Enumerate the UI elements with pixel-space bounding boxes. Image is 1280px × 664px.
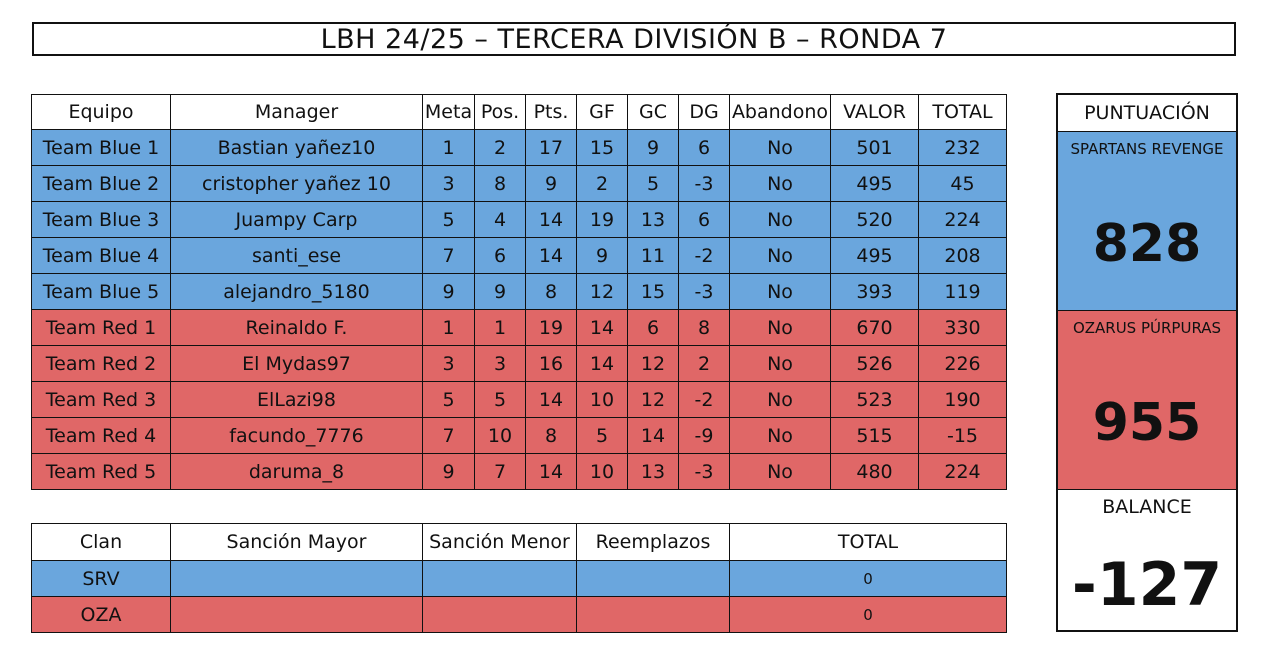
- header-total: TOTAL: [730, 524, 1007, 561]
- cell-pts: 9: [526, 166, 577, 202]
- cell-total: 224: [919, 454, 1007, 490]
- cell-team: Team Blue 3: [32, 202, 171, 238]
- red-clan-name: OZARUS PÚRPURAS: [1072, 319, 1222, 337]
- cell-reemplazos: [577, 561, 730, 597]
- cell-sancion-mayor: [171, 597, 423, 633]
- blue-clan-name: SPARTANS REVENGE: [1070, 140, 1224, 158]
- cell-gc: 14: [628, 418, 679, 454]
- cell-meta: 9: [423, 274, 475, 310]
- blue-clan-score-box: [1058, 132, 1236, 311]
- cell-gc: 6: [628, 310, 679, 346]
- balance-label: BALANCE: [1102, 496, 1192, 518]
- cell-clan: SRV: [32, 561, 171, 597]
- score-panel-header: PUNTUACIÓN: [1058, 95, 1236, 132]
- cell-pos: 4: [475, 202, 526, 238]
- cell-dg: 2: [679, 346, 730, 382]
- cell-meta: 5: [423, 202, 475, 238]
- standings-header-row: [32, 95, 1007, 130]
- cell-total: 0: [730, 597, 1007, 633]
- header-team: Equipo: [32, 95, 171, 130]
- cell-meta: 9: [423, 454, 475, 490]
- cell-dg: -2: [679, 238, 730, 274]
- cell-gc: 12: [628, 382, 679, 418]
- cell-sancion-menor: [423, 597, 577, 633]
- cell-valor: 501: [831, 130, 919, 166]
- cell-team: Team Blue 2: [32, 166, 171, 202]
- cell-dg: -3: [679, 454, 730, 490]
- cell-total: -15: [919, 418, 1007, 454]
- cell-gc: 12: [628, 346, 679, 382]
- cell-meta: 7: [423, 418, 475, 454]
- cell-gc: 13: [628, 454, 679, 490]
- header-pts: Pts.: [526, 95, 577, 130]
- cell-dg: 6: [679, 202, 730, 238]
- sanctions-table: [31, 523, 1007, 633]
- cell-sancion-mayor: [171, 561, 423, 597]
- cell-gc: 9: [628, 130, 679, 166]
- cell-meta: 5: [423, 382, 475, 418]
- cell-pos: 2: [475, 130, 526, 166]
- cell-pts: 14: [526, 454, 577, 490]
- cell-pts: 14: [526, 202, 577, 238]
- header-sancion-menor: Sanción Menor: [423, 524, 577, 561]
- cell-manager: ElLazi98: [171, 382, 423, 418]
- cell-gc: 15: [628, 274, 679, 310]
- balance-box: [1058, 490, 1236, 630]
- cell-gf: 12: [577, 274, 628, 310]
- table-row: [32, 202, 1007, 238]
- cell-valor: 520: [831, 202, 919, 238]
- cell-gf: 19: [577, 202, 628, 238]
- cell-total: 330: [919, 310, 1007, 346]
- red-clan-score: 955: [1092, 393, 1202, 453]
- cell-gf: 10: [577, 454, 628, 490]
- cell-pos: 10: [475, 418, 526, 454]
- cell-valor: 523: [831, 382, 919, 418]
- table-row: [32, 310, 1007, 346]
- cell-pos: 6: [475, 238, 526, 274]
- cell-meta: 1: [423, 130, 475, 166]
- cell-meta: 3: [423, 166, 475, 202]
- cell-gf: 2: [577, 166, 628, 202]
- cell-manager: Reinaldo F.: [171, 310, 423, 346]
- red-clan-score-box: [1058, 311, 1236, 490]
- cell-valor: 393: [831, 274, 919, 310]
- cell-gf: 5: [577, 418, 628, 454]
- cell-total: 119: [919, 274, 1007, 310]
- cell-valor: 526: [831, 346, 919, 382]
- cell-manager: santi_ese: [171, 238, 423, 274]
- cell-abandono: No: [730, 454, 831, 490]
- cell-pts: 16: [526, 346, 577, 382]
- table-row: [32, 130, 1007, 166]
- cell-clan: OZA: [32, 597, 171, 633]
- cell-valor: 480: [831, 454, 919, 490]
- header-clan: Clan: [32, 524, 171, 561]
- cell-team: Team Blue 5: [32, 274, 171, 310]
- cell-total: 232: [919, 130, 1007, 166]
- cell-gf: 14: [577, 310, 628, 346]
- cell-meta: 3: [423, 346, 475, 382]
- cell-pts: 8: [526, 418, 577, 454]
- header-pos: Pos.: [475, 95, 526, 130]
- cell-gf: 10: [577, 382, 628, 418]
- cell-pos: 7: [475, 454, 526, 490]
- cell-dg: -3: [679, 166, 730, 202]
- header-abandono: Abandono: [730, 95, 831, 130]
- cell-manager: El Mydas97: [171, 346, 423, 382]
- cell-abandono: No: [730, 130, 831, 166]
- cell-abandono: No: [730, 274, 831, 310]
- cell-team: Team Red 3: [32, 382, 171, 418]
- cell-gf: 9: [577, 238, 628, 274]
- cell-dg: -2: [679, 382, 730, 418]
- cell-pts: 14: [526, 382, 577, 418]
- cell-manager: daruma_8: [171, 454, 423, 490]
- table-row: [32, 346, 1007, 382]
- cell-valor: 670: [831, 310, 919, 346]
- cell-dg: -9: [679, 418, 730, 454]
- header-valor: VALOR: [831, 95, 919, 130]
- cell-gf: 14: [577, 346, 628, 382]
- cell-pos: 9: [475, 274, 526, 310]
- cell-team: Team Red 2: [32, 346, 171, 382]
- cell-dg: 6: [679, 130, 730, 166]
- cell-manager: facundo_7776: [171, 418, 423, 454]
- cell-meta: 7: [423, 238, 475, 274]
- cell-pos: 8: [475, 166, 526, 202]
- table-row: [32, 166, 1007, 202]
- cell-total: 190: [919, 382, 1007, 418]
- blue-clan-score: 828: [1092, 214, 1202, 274]
- cell-pts: 8: [526, 274, 577, 310]
- cell-valor: 495: [831, 166, 919, 202]
- cell-pts: 19: [526, 310, 577, 346]
- cell-abandono: No: [730, 346, 831, 382]
- sanctions-header-row: [32, 524, 1007, 561]
- cell-pts: 17: [526, 130, 577, 166]
- cell-pos: 3: [475, 346, 526, 382]
- cell-pts: 14: [526, 238, 577, 274]
- page-title: LBH 24/25 – TERCERA DIVISIÓN B – RONDA 7: [32, 22, 1236, 56]
- cell-manager: alejandro_5180: [171, 274, 423, 310]
- table-row: [32, 454, 1007, 490]
- header-meta: Meta: [423, 95, 475, 130]
- header-manager: Manager: [171, 95, 423, 130]
- cell-dg: 8: [679, 310, 730, 346]
- header-dg: DG: [679, 95, 730, 130]
- cell-manager: Bastian yañez10: [171, 130, 423, 166]
- cell-team: Team Blue 4: [32, 238, 171, 274]
- header-sancion-mayor: Sanción Mayor: [171, 524, 423, 561]
- table-row: [32, 382, 1007, 418]
- cell-manager: Juampy Carp: [171, 202, 423, 238]
- cell-abandono: No: [730, 418, 831, 454]
- score-panel: [1056, 93, 1238, 632]
- cell-valor: 515: [831, 418, 919, 454]
- table-row: [32, 561, 1007, 597]
- cell-abandono: No: [730, 238, 831, 274]
- cell-dg: -3: [679, 274, 730, 310]
- standings-body: [32, 130, 1007, 490]
- table-row: [32, 274, 1007, 310]
- cell-gc: 11: [628, 238, 679, 274]
- cell-total: 224: [919, 202, 1007, 238]
- cell-reemplazos: [577, 597, 730, 633]
- cell-gc: 5: [628, 166, 679, 202]
- sanctions-body: [32, 561, 1007, 633]
- cell-abandono: No: [730, 382, 831, 418]
- cell-total: 226: [919, 346, 1007, 382]
- cell-abandono: No: [730, 310, 831, 346]
- cell-pos: 5: [475, 382, 526, 418]
- standings-table: [31, 94, 1007, 490]
- cell-team: Team Red 4: [32, 418, 171, 454]
- header-total: TOTAL: [919, 95, 1007, 130]
- cell-total: 0: [730, 561, 1007, 597]
- cell-meta: 1: [423, 310, 475, 346]
- table-row: [32, 238, 1007, 274]
- cell-sancion-menor: [423, 561, 577, 597]
- cell-team: Team Red 5: [32, 454, 171, 490]
- table-row: [32, 418, 1007, 454]
- cell-total: 208: [919, 238, 1007, 274]
- cell-abandono: No: [730, 202, 831, 238]
- cell-team: Team Red 1: [32, 310, 171, 346]
- cell-team: Team Blue 1: [32, 130, 171, 166]
- cell-total: 45: [919, 166, 1007, 202]
- header-gf: GF: [577, 95, 628, 130]
- cell-gc: 13: [628, 202, 679, 238]
- cell-pos: 1: [475, 310, 526, 346]
- header-gc: GC: [628, 95, 679, 130]
- cell-manager: cristopher yañez 10: [171, 166, 423, 202]
- balance-value: -127: [1071, 550, 1223, 620]
- header-reemplazos: Reemplazos: [577, 524, 730, 561]
- table-row: [32, 597, 1007, 633]
- cell-valor: 495: [831, 238, 919, 274]
- cell-gf: 15: [577, 130, 628, 166]
- cell-abandono: No: [730, 166, 831, 202]
